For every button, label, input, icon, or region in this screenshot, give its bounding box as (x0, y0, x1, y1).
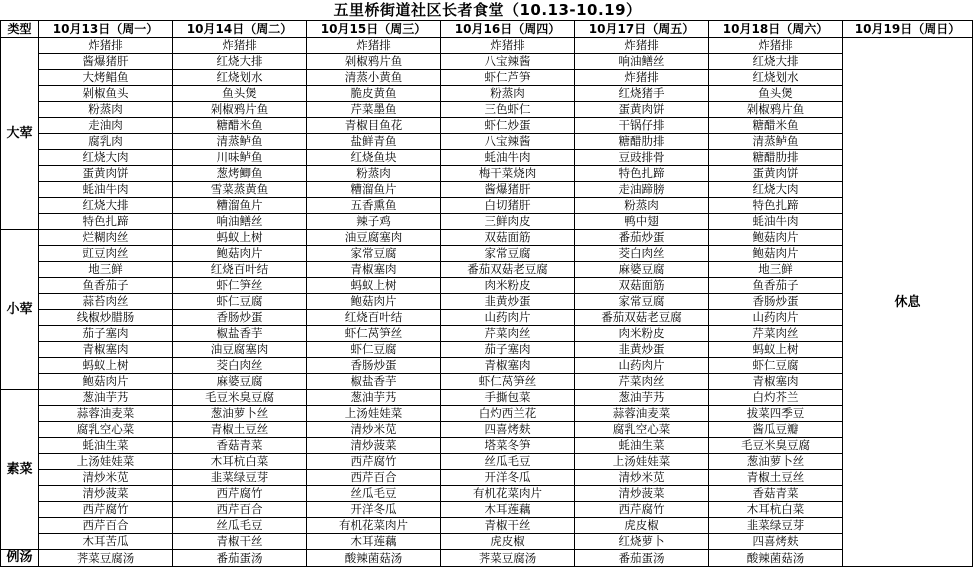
table-row (1, 230, 973, 246)
dish-cell: 剁椒鸦片鱼 (173, 102, 307, 118)
header-day: 10月15日（周三） (307, 21, 441, 38)
dish-cell: 虾仁豆腐 (173, 294, 307, 310)
dish-cell: 青椒土豆丝 (173, 422, 307, 438)
dish-cell: 毛豆米臭豆腐 (173, 390, 307, 406)
dish-cell: 白灼芥兰 (709, 390, 843, 406)
dish-cell: 西芹腐竹 (307, 454, 441, 470)
dish-cell: 清蒸小黄鱼 (307, 70, 441, 86)
page-title: 五里桥街道社区长者食堂（10.13-10.19） (333, 1, 642, 19)
dish-cell: 塔菜冬笋 (441, 438, 575, 454)
dish-cell: 红烧猪手 (575, 86, 709, 102)
dish-cell: 上汤娃娃菜 (575, 454, 709, 470)
dish-cell: 雪菜蒸黄鱼 (173, 182, 307, 198)
dish-cell: 特色扎蹄 (709, 198, 843, 214)
dish-cell: 茭白肉丝 (575, 246, 709, 262)
dish-cell: 青椒塞肉 (39, 342, 173, 358)
dish-cell: 炸猪排 (575, 70, 709, 86)
dish-cell: 清炒菠菜 (307, 438, 441, 454)
category-label: 大荤 (1, 38, 39, 230)
dish-cell: 清炒米苋 (307, 422, 441, 438)
dish-cell: 蛋黄肉饼 (709, 166, 843, 182)
table-row (1, 454, 973, 470)
dish-cell: 五香熏鱼 (307, 198, 441, 214)
dish-cell: 丝瓜毛豆 (441, 454, 575, 470)
table-row (1, 198, 973, 214)
dish-cell: 拔菜四季豆 (709, 406, 843, 422)
dish-cell: 芹菜肉丝 (575, 374, 709, 390)
table-row (1, 486, 973, 502)
table-row (1, 550, 973, 567)
dish-cell: 三鲜肉皮 (441, 214, 575, 230)
dish-cell: 蚂蚁上树 (307, 278, 441, 294)
dish-cell: 糟溜鱼片 (173, 198, 307, 214)
dish-cell: 剁椒鸦片鱼 (709, 102, 843, 118)
table-row (1, 438, 973, 454)
dish-cell: 豇豆肉丝 (39, 246, 173, 262)
dish-cell: 酸辣菌菇汤 (307, 550, 441, 567)
dish-cell: 炸猪排 (173, 38, 307, 54)
dish-cell: 蒜蓉油麦菜 (39, 406, 173, 422)
table-row (1, 54, 973, 70)
dish-cell: 开洋冬瓜 (307, 502, 441, 518)
dish-cell: 茄子塞肉 (441, 342, 575, 358)
dish-cell: 清蒸鲈鱼 (173, 134, 307, 150)
dish-cell: 腐乳空心菜 (39, 422, 173, 438)
dish-cell: 八宝辣酱 (441, 134, 575, 150)
dish-cell: 特色扎蹄 (575, 166, 709, 182)
dish-cell: 青椒土豆丝 (709, 470, 843, 486)
dish-cell: 蚝油牛肉 (709, 214, 843, 230)
dish-cell: 椒盐香芋 (173, 326, 307, 342)
dish-cell: 木耳莲藕 (307, 534, 441, 550)
dish-cell: 粉蒸肉 (441, 86, 575, 102)
dish-cell: 鱼香茄子 (39, 278, 173, 294)
dish-cell: 香肠炒蛋 (307, 358, 441, 374)
dish-cell: 炸猪排 (39, 38, 173, 54)
dish-cell: 线椒炒腊肠 (39, 310, 173, 326)
dish-cell: 蚝油牛肉 (441, 150, 575, 166)
table-row (1, 278, 973, 294)
dish-cell: 红烧鱼块 (307, 150, 441, 166)
dish-cell: 毛豆米臭豆腐 (709, 438, 843, 454)
dish-cell: 家常豆腐 (307, 246, 441, 262)
table-row (1, 310, 973, 326)
dish-cell: 红烧划水 (709, 70, 843, 86)
dish-cell: 红烧大排 (39, 198, 173, 214)
dish-cell: 炸猪排 (441, 38, 575, 54)
dish-cell: 酸辣菌菇汤 (709, 550, 843, 567)
dish-cell: 响油鳝丝 (575, 54, 709, 70)
table-row (1, 134, 973, 150)
dish-cell: 红烧百叶结 (173, 262, 307, 278)
dish-cell: 木耳杭白菜 (173, 454, 307, 470)
table-row (1, 70, 973, 86)
dish-cell: 番茄双菇老豆腐 (575, 310, 709, 326)
dish-cell: 丝瓜毛豆 (307, 486, 441, 502)
dish-cell: 川味鲈鱼 (173, 150, 307, 166)
dish-cell: 虾仁豆腐 (709, 358, 843, 374)
table-row (1, 326, 973, 342)
dish-cell: 茄子塞肉 (39, 326, 173, 342)
dish-cell: 手撕包菜 (441, 390, 575, 406)
dish-cell: 葱油萝卜丝 (173, 406, 307, 422)
weekly-menu-table (0, 20, 973, 567)
dish-cell: 酱爆猪肝 (441, 182, 575, 198)
dish-cell: 木耳莲藕 (441, 502, 575, 518)
table-row (1, 102, 973, 118)
dish-cell: 粉蒸肉 (307, 166, 441, 182)
header-day: 10月14日（周二） (173, 21, 307, 38)
dish-cell: 番茄蛋汤 (575, 550, 709, 567)
dish-cell: 鲍菇肉片 (709, 246, 843, 262)
dish-cell: 蒜蓉油麦菜 (575, 406, 709, 422)
dish-cell: 鱼香茄子 (709, 278, 843, 294)
dish-cell: 木耳苦瓜 (39, 534, 173, 550)
table-row (1, 214, 973, 230)
table-row (1, 150, 973, 166)
table-row (1, 118, 973, 134)
dish-cell: 地三鲜 (39, 262, 173, 278)
dish-cell: 韭菜绿豆芽 (173, 470, 307, 486)
table-row (1, 406, 973, 422)
dish-cell: 鲍菇肉片 (709, 230, 843, 246)
table-row (1, 374, 973, 390)
table-row (1, 422, 973, 438)
dish-cell: 虾仁豆腐 (307, 342, 441, 358)
dish-cell: 鸭中翅 (575, 214, 709, 230)
table-row (1, 470, 973, 486)
dish-cell: 荠菜豆腐汤 (441, 550, 575, 567)
category-label: 例汤 (1, 550, 39, 567)
dish-cell: 有机花菜肉片 (307, 518, 441, 534)
dish-cell: 青椒干丝 (173, 534, 307, 550)
table-row (1, 294, 973, 310)
dish-cell: 双菇面筋 (575, 278, 709, 294)
dish-cell: 蚝油生菜 (575, 438, 709, 454)
dish-cell: 虾仁笋丝 (173, 278, 307, 294)
dish-cell: 豆豉排骨 (575, 150, 709, 166)
dish-cell: 烂糊肉丝 (39, 230, 173, 246)
table-row (1, 166, 973, 182)
table-row (1, 342, 973, 358)
dish-cell: 蚝油牛肉 (39, 182, 173, 198)
table-row (1, 534, 973, 550)
dish-cell: 梅干菜烧肉 (441, 166, 575, 182)
dish-cell: 红烧大肉 (39, 150, 173, 166)
dish-cell: 有机花菜肉片 (441, 486, 575, 502)
dish-cell: 酱瓜豆瓣 (709, 422, 843, 438)
category-label: 小荤 (1, 230, 39, 390)
dish-cell: 糖醋肋排 (709, 150, 843, 166)
table-row (1, 502, 973, 518)
dish-cell: 西芹百合 (39, 518, 173, 534)
dish-cell: 西芹百合 (173, 502, 307, 518)
dish-cell: 三色虾仁 (441, 102, 575, 118)
dish-cell: 鲍菇肉片 (307, 294, 441, 310)
dish-cell: 清蒸鲈鱼 (709, 134, 843, 150)
dish-cell: 蚝油生菜 (39, 438, 173, 454)
dish-cell: 特色扎蹄 (39, 214, 173, 230)
table-row (1, 358, 973, 374)
dish-cell: 干锅仔排 (575, 118, 709, 134)
dish-cell: 西芹腐竹 (173, 486, 307, 502)
dish-cell: 蚂蚁上树 (173, 230, 307, 246)
dish-cell: 虎皮椒 (575, 518, 709, 534)
dish-cell: 家常豆腐 (575, 294, 709, 310)
dish-cell: 椒盐香芋 (307, 374, 441, 390)
dish-cell: 双菇面筋 (441, 230, 575, 246)
menu-body (1, 38, 973, 567)
dish-cell: 清炒菠菜 (39, 486, 173, 502)
dish-cell: 芹菜肉丝 (709, 326, 843, 342)
dish-cell: 肉米粉皮 (441, 278, 575, 294)
dish-cell: 番茄双菇老豆腐 (441, 262, 575, 278)
dish-cell: 红烧大排 (173, 54, 307, 70)
table-row (1, 262, 973, 278)
dish-cell: 八宝辣酱 (441, 54, 575, 70)
dish-cell: 炸猪排 (575, 38, 709, 54)
header-day: 10月16日（周四） (441, 21, 575, 38)
dish-cell: 辣子鸡 (307, 214, 441, 230)
dish-cell: 荠菜豆腐汤 (39, 550, 173, 567)
dish-cell: 葱油萝卜丝 (709, 454, 843, 470)
table-row (1, 518, 973, 534)
dish-cell: 鱼头煲 (173, 86, 307, 102)
sunday-rest-cell: 休息 (843, 38, 973, 567)
table-row (1, 246, 973, 262)
dish-cell: 大烤鲳鱼 (39, 70, 173, 86)
dish-cell: 红烧大肉 (709, 182, 843, 198)
dish-cell: 糖醋肋排 (575, 134, 709, 150)
dish-cell: 糖醋米鱼 (709, 118, 843, 134)
dish-cell: 粉蒸肉 (39, 102, 173, 118)
dish-cell: 开洋冬瓜 (441, 470, 575, 486)
dish-cell: 西芹腐竹 (575, 502, 709, 518)
dish-cell: 上汤娃娃菜 (39, 454, 173, 470)
dish-cell: 麻婆豆腐 (173, 374, 307, 390)
dish-cell: 虾仁莴笋丝 (307, 326, 441, 342)
dish-cell: 腐乳肉 (39, 134, 173, 150)
dish-cell: 茭白肉丝 (173, 358, 307, 374)
dish-cell: 响油鳝丝 (173, 214, 307, 230)
dish-cell: 家常豆腐 (441, 246, 575, 262)
dish-cell: 清炒米苋 (39, 470, 173, 486)
dish-cell: 肉米粉皮 (575, 326, 709, 342)
dish-cell: 虾仁炒蛋 (441, 118, 575, 134)
dish-cell: 蚂蚁上树 (709, 342, 843, 358)
dish-cell: 韭黄炒蛋 (575, 342, 709, 358)
dish-cell: 香肠炒蛋 (173, 310, 307, 326)
dish-cell: 酱爆猪肝 (39, 54, 173, 70)
dish-cell: 虾仁芦笋 (441, 70, 575, 86)
dish-cell: 剁椒鱼头 (39, 86, 173, 102)
dish-cell: 鲍菇肉片 (173, 246, 307, 262)
dish-cell: 青椒塞肉 (441, 358, 575, 374)
dish-cell: 脆皮黄鱼 (307, 86, 441, 102)
dish-cell: 番茄炒蛋 (575, 230, 709, 246)
dish-cell: 虾仁莴笋丝 (441, 374, 575, 390)
header-day: 10月13日（周一） (39, 21, 173, 38)
dish-cell: 四喜烤麸 (709, 534, 843, 550)
dish-cell: 山药肉片 (441, 310, 575, 326)
table-row (1, 38, 973, 54)
header-day: 10月17日（周五） (575, 21, 709, 38)
dish-cell: 走油蹄膀 (575, 182, 709, 198)
dish-cell: 丝瓜毛豆 (173, 518, 307, 534)
dish-cell: 上汤娃娃菜 (307, 406, 441, 422)
dish-cell: 白灼西兰花 (441, 406, 575, 422)
dish-cell: 剁椒鸦片鱼 (307, 54, 441, 70)
dish-cell: 山药肉片 (709, 310, 843, 326)
dish-cell: 韭黄炒蛋 (441, 294, 575, 310)
category-label: 素菜 (1, 390, 39, 550)
dish-cell: 芹菜肉丝 (441, 326, 575, 342)
dish-cell: 红烧萝卜 (575, 534, 709, 550)
dish-cell: 糟溜鱼片 (307, 182, 441, 198)
dish-cell: 红烧百叶结 (307, 310, 441, 326)
dish-cell: 红烧大排 (709, 54, 843, 70)
dish-cell: 虎皮椒 (441, 534, 575, 550)
dish-cell: 油豆腐塞肉 (307, 230, 441, 246)
dish-cell: 芹菜墨鱼 (307, 102, 441, 118)
header-day: 10月19日（周日） (843, 21, 973, 38)
dish-cell: 红烧划水 (173, 70, 307, 86)
dish-cell: 香菇青菜 (173, 438, 307, 454)
dish-cell: 鱼头煲 (709, 86, 843, 102)
table-row (1, 182, 973, 198)
dish-cell: 油豆腐塞肉 (173, 342, 307, 358)
dish-cell: 麻婆豆腐 (575, 262, 709, 278)
dish-cell: 青椒目鱼花 (307, 118, 441, 134)
dish-cell: 鲍菇肉片 (39, 374, 173, 390)
dish-cell: 盐鲜青鱼 (307, 134, 441, 150)
dish-cell: 炸猪排 (307, 38, 441, 54)
dish-cell: 腐乳空心菜 (575, 422, 709, 438)
dish-cell: 蛋黄肉饼 (39, 166, 173, 182)
dish-cell: 走油肉 (39, 118, 173, 134)
dish-cell: 炸猪排 (709, 38, 843, 54)
dish-cell: 香肠炒蛋 (709, 294, 843, 310)
dish-cell: 清炒菠菜 (575, 486, 709, 502)
dish-cell: 番茄蛋汤 (173, 550, 307, 567)
dish-cell: 韭菜绿豆芽 (709, 518, 843, 534)
dish-cell: 蚂蚁上树 (39, 358, 173, 374)
dish-cell: 粉蒸肉 (575, 198, 709, 214)
table-row (1, 390, 973, 406)
dish-cell: 西芹腐竹 (39, 502, 173, 518)
dish-cell: 四喜烤麸 (441, 422, 575, 438)
dish-cell: 葱烤鲫鱼 (173, 166, 307, 182)
header-day: 10月18日（周六） (709, 21, 843, 38)
header-type: 类型 (1, 21, 39, 38)
dish-cell: 山药肉片 (575, 358, 709, 374)
dish-cell: 糖醋米鱼 (173, 118, 307, 134)
dish-cell: 青椒塞肉 (709, 374, 843, 390)
dish-cell: 清炒米苋 (575, 470, 709, 486)
dish-cell: 葱油芋艿 (575, 390, 709, 406)
dish-cell: 木耳杭白菜 (709, 502, 843, 518)
dish-cell: 蒜苔肉丝 (39, 294, 173, 310)
dish-cell: 葱油芋艿 (39, 390, 173, 406)
dish-cell: 香菇青菜 (709, 486, 843, 502)
header-row (1, 21, 973, 38)
dish-cell: 西芹百合 (307, 470, 441, 486)
dish-cell: 青椒塞肉 (307, 262, 441, 278)
dish-cell: 地三鲜 (709, 262, 843, 278)
table-row (1, 86, 973, 102)
dish-cell: 葱油芋艿 (307, 390, 441, 406)
dish-cell: 蛋黄肉饼 (575, 102, 709, 118)
dish-cell: 白切猪肝 (441, 198, 575, 214)
dish-cell: 青椒干丝 (441, 518, 575, 534)
